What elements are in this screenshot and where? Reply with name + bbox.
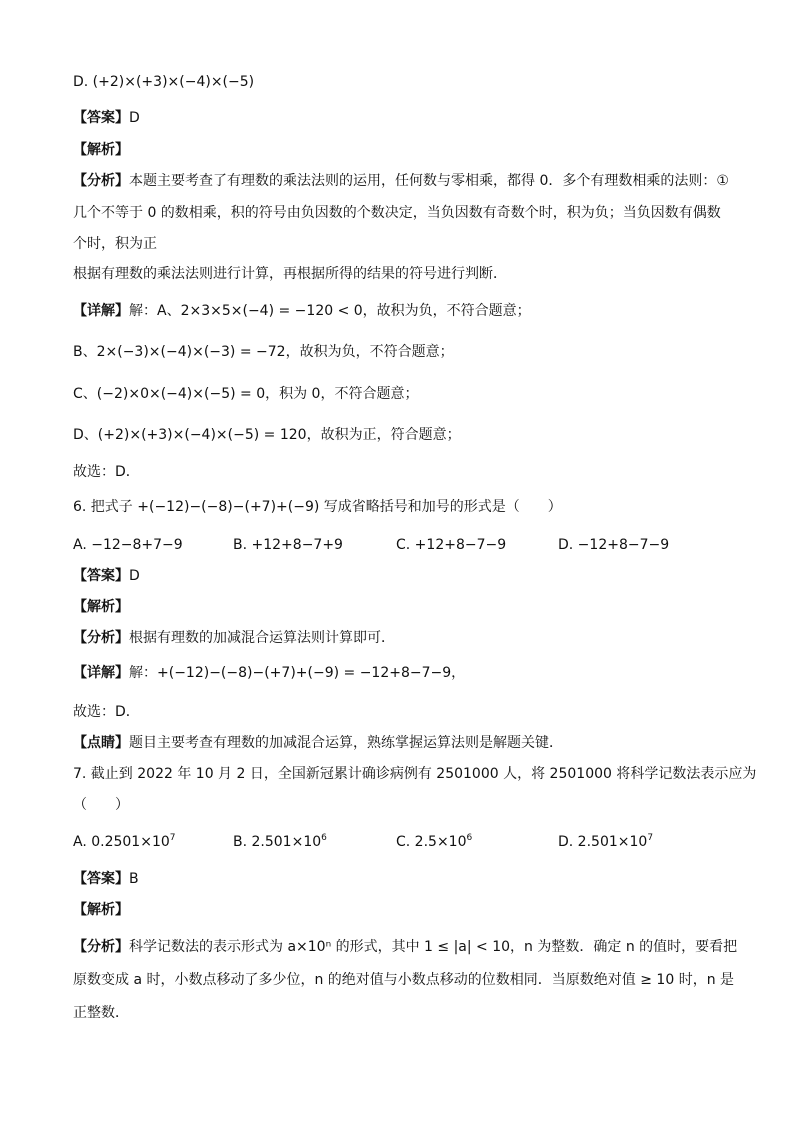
answer-tag: 【答案】 (73, 110, 129, 126)
q7-option-c-exp: 6 (466, 833, 473, 843)
dianjing-text: 题目主要考查有理数的加减混合运算，熟练掌握运算法则是解题关键． (129, 735, 563, 751)
q7-option-b-label: B. 2.501×10 (233, 834, 322, 850)
q6-dianjing-line (73, 733, 563, 753)
prev-fenxi-line-2: 几个不等于 0 的数相乘，积的符号由负因数的个数决定，当负因数有奇数个时，积为负；当负因数有偶数 (73, 205, 721, 221)
q6-stem: 6. 把式子 +(−12)−(−8)−(+7)+(−9) 写成省略括号和加号的形式是（ ） (73, 499, 562, 515)
q6-fenxi-line (73, 628, 395, 648)
q6-option-a: A. −12−8+7−9 (73, 537, 183, 553)
fenxi-tag: 【分析】 (73, 630, 129, 646)
analysis-heading: 【解析】 (73, 599, 129, 615)
q7-fenxi-line-2: 原数变成 a 时，小数点移动了多少位，n 的绝对值与小数点移动的位数相同．当原数绝对值 ≥ 10 时，n 是 (73, 972, 735, 988)
detail-step-a: 解：A、2×3×5×(−4) = −120 < 0，故积为负，不符合题意； (129, 303, 531, 319)
detail-step-d: D、(+2)×(+3)×(−4)×(−5) = 120，故积为正，符合题意； (73, 427, 461, 443)
prev-option-d: D. (+2)×(+3)×(−4)×(−5) (73, 74, 255, 90)
q7-stem-line-1: 7. 截止到 2022 年 10 月 2 日，全国新冠累计确诊病例有 2501000 人，将 2501000 将科学记数法表示应为 (73, 766, 757, 782)
xiangjie-tag: 【详解】 (73, 303, 129, 319)
q6-answer-line (73, 566, 140, 586)
q6-conclusion: 故选：D． (73, 704, 140, 720)
q6-option-d: D. −12+8−7−9 (558, 537, 670, 553)
prev-fenxi-line-1 (73, 171, 729, 191)
q7-stem-line-2: （ ） (73, 797, 129, 813)
q6-detail-line (73, 663, 465, 683)
fenxi-text: 本题主要考查了有理数的乘法法则的运用，任何数与零相乘，都得 0．多个有理数相乘的法则：① (129, 173, 729, 189)
q7-option-a-label: A. 0.2501×10 (73, 834, 170, 850)
fenxi-tag: 【分析】 (73, 939, 129, 955)
prev-detail-a (73, 301, 531, 321)
q7-option-b (233, 832, 327, 852)
xiangjie-tag: 【详解】 (73, 665, 129, 681)
q7-option-c-label: C. 2.5×10 (396, 834, 467, 850)
q7-fenxi-line-3: 正整数． (73, 1005, 129, 1021)
detail-step-c: C、(−2)×0×(−4)×(−5) = 0，积为 0，不符合题意； (73, 386, 419, 402)
fenxi-text: 科学记数法的表示形式为 a×10ⁿ 的形式，其中 1 ≤ |a| < 10，n 为整数．确定 n 的值时，要看把 (129, 939, 738, 955)
fenxi-tag: 【分析】 (73, 173, 129, 189)
q7-fenxi-line-1 (73, 937, 737, 957)
q7-option-d-label: D. 2.501×10 (558, 834, 648, 850)
q6-option-c: C. +12+8−7−9 (396, 537, 507, 553)
answer-tag: 【答案】 (73, 871, 129, 887)
answer-value: B (129, 871, 139, 887)
analysis-heading: 【解析】 (73, 142, 129, 158)
q7-option-c (396, 832, 472, 852)
prev-fenxi-line-3: 个时，积为正 (73, 236, 157, 252)
answer-value: D (129, 568, 140, 584)
fenxi-text: 根据有理数的加减混合运算法则计算即可． (129, 630, 395, 646)
detail-step-b: B、2×(−3)×(−4)×(−3) = −72，故积为负，不符合题意； (73, 344, 454, 360)
q7-option-d (558, 832, 653, 852)
answer-value: D (129, 110, 140, 126)
prev-fenxi-line-4: 根据有理数的乘法法则进行计算，再根据所得的结果的符号进行判断． (73, 266, 507, 282)
detail-text: 解：+(−12)−(−8)−(+7)+(−9) = −12+8−7−9， (129, 665, 466, 681)
q7-option-b-exp: 6 (321, 833, 327, 843)
analysis-heading: 【解析】 (73, 902, 129, 918)
q7-option-a (73, 832, 176, 852)
q6-option-b: B. +12+8−7+9 (233, 537, 343, 553)
prev-conclusion: 故选：D． (73, 464, 140, 480)
dianjing-tag: 【点睛】 (73, 735, 129, 751)
q7-option-d-exp: 7 (647, 833, 654, 843)
prev-answer-line (73, 108, 140, 128)
q7-option-a-exp: 7 (169, 833, 176, 843)
answer-tag: 【答案】 (73, 568, 129, 584)
q7-answer-line (73, 869, 139, 889)
